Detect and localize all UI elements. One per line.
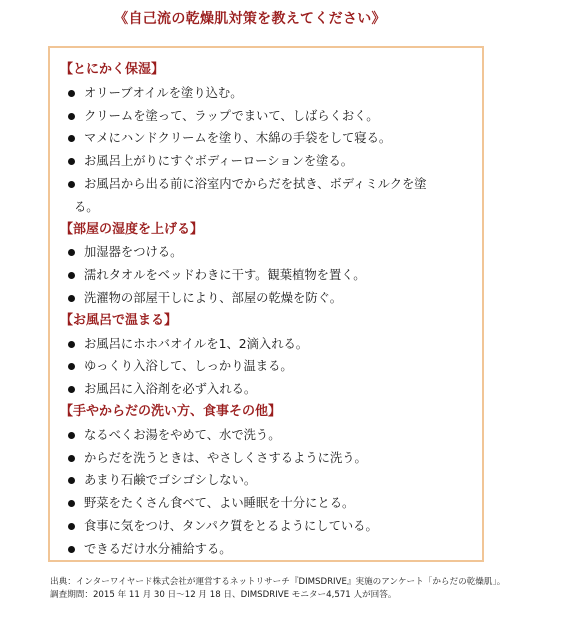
bullet-icon: [68, 523, 75, 530]
page-title: 《自己流の乾燥肌対策を教えてください》: [114, 11, 386, 27]
bullet-icon: [68, 341, 75, 348]
bullet-icon: [68, 386, 75, 393]
tips-box: [48, 46, 484, 562]
bullet-icon: [68, 500, 75, 507]
bullet-icon: [68, 477, 75, 484]
bullet-icon: [68, 113, 75, 120]
bullet-icon: [68, 546, 75, 553]
bullet-icon: [68, 272, 75, 279]
list-item: オリーブオイルを塗り込む。: [60, 82, 482, 105]
section-heading-bath: 【お風呂で温まる】: [60, 312, 178, 328]
bullet-icon: [68, 158, 75, 165]
list-item: 濡れタオルをベッドわきに干す。観葉植物を置く。: [60, 264, 482, 287]
bullet-icon: [68, 363, 75, 370]
list-item: クリームを塗って、ラップでまいて、しばらくおく。: [60, 105, 482, 128]
survey-period-note: 調査期間：2015 年 11 月 30 日～12 月 18 日、DIMSDRIVE モニター4,571 人が回答。: [50, 590, 397, 600]
source-footer: [50, 576, 560, 602]
list-item: マメにハンドクリームを塗り、木綿の手袋をして寝る。: [60, 127, 482, 150]
section-heading-moisturize: 【とにかく保湿】: [60, 62, 165, 77]
list-item: お風呂に入浴剤を必ず入れる。: [60, 378, 482, 401]
list-item: ゆっくり入浴して、しっかり温まる。: [60, 355, 482, 378]
list-item: からだを洗うときは、やさしくさするように洗う。: [60, 447, 482, 470]
bullet-icon: [68, 455, 75, 462]
list-item: お風呂上がりにすぐボディーローションを塗る。: [60, 150, 482, 173]
list-item: なるべくお湯をやめて、水で洗う。: [60, 424, 482, 447]
source-note: 出典：インターワイヤード株式会社が運営するネットリサーチ『DIMSDRIVE』実施のアンケート「からだの乾燥肌」。: [50, 577, 506, 587]
list-item: あまり石鹸でゴシゴシしない。: [60, 469, 482, 492]
bullet-icon: [68, 432, 75, 439]
bullet-icon: [68, 135, 75, 142]
list-item: 食事に気をつけ、タンパク質をとるようにしている。: [60, 515, 482, 538]
bullet-icon: [68, 295, 75, 302]
list-item: お風呂から出る前に浴室内でからだを拭き、ボディミルクを塗 る。: [60, 173, 482, 219]
list-item: 加湿器をつける。: [60, 241, 482, 264]
bullet-icon: [68, 181, 75, 188]
list-item: できるだけ水分補給する。: [60, 538, 482, 561]
section-heading-washing-diet: 【手やからだの洗い方、食事その他】: [60, 403, 282, 419]
list-item: 洗濯物の部屋干しにより、部屋の乾燥を防ぐ。: [60, 287, 482, 310]
section-heading-humidity: 【部屋の湿度を上げる】: [60, 221, 204, 237]
bullet-icon: [68, 249, 75, 256]
list-item: お風呂にホホバオイルを1、2滴入れる。: [60, 333, 482, 356]
bullet-icon: [68, 90, 75, 97]
list-item: 野菜をたくさん食べて、よい睡眠を十分にとる。: [60, 492, 482, 515]
